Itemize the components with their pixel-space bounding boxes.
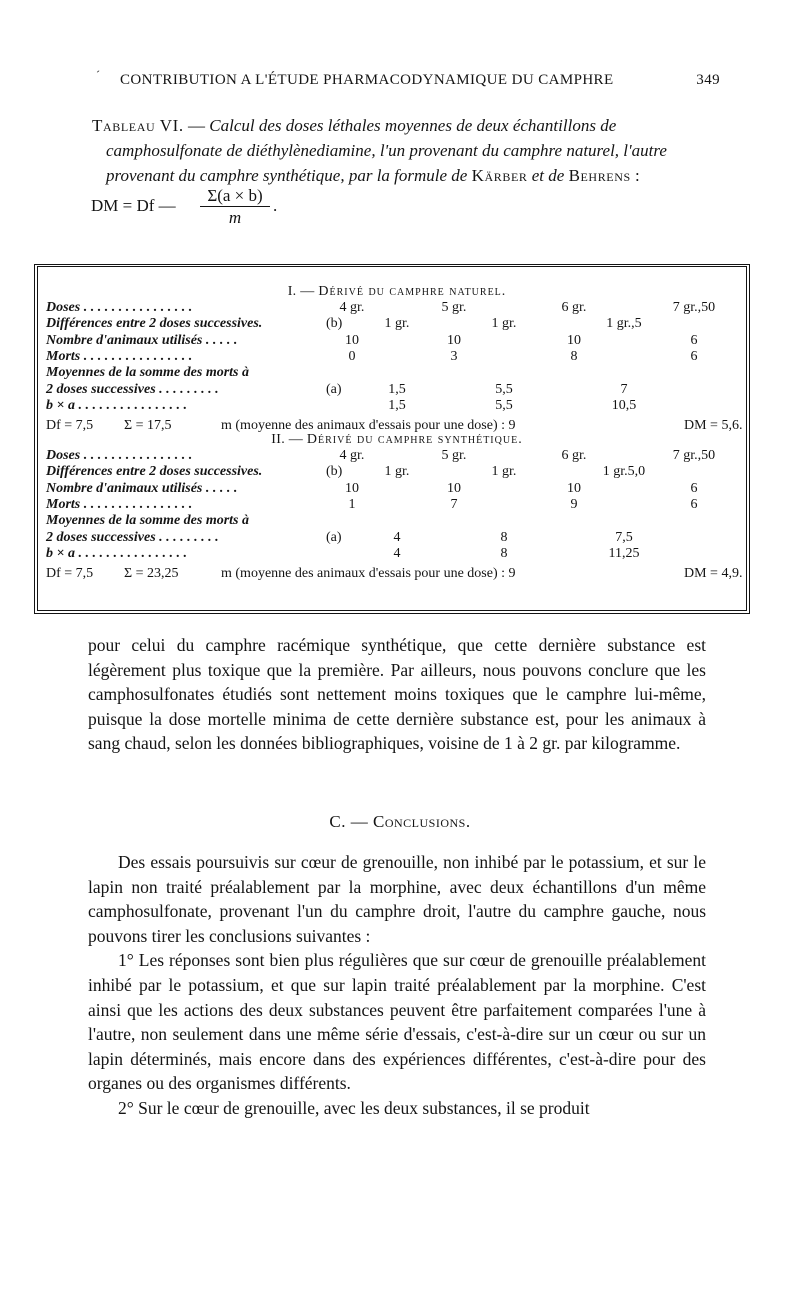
section-title-text: Dérivé du camphre synthétique. (306, 432, 523, 447)
row-label: 2 doses successives . . . . . . . . . (46, 529, 219, 545)
body-paragraph-continuation (88, 633, 706, 756)
print-mark: ´ (96, 68, 101, 82)
row-label: Différences entre 2 doses successives. (46, 464, 263, 480)
section-roman: II. — (271, 432, 304, 447)
table-caption (92, 113, 707, 188)
table-cell: 11,25 (608, 545, 640, 561)
table-row (44, 349, 750, 365)
row-label: Nombre d'animaux utilisés . . . . . (46, 480, 238, 496)
table-row (44, 464, 750, 480)
caption-author-2: Behrens (568, 166, 631, 185)
table-row (44, 448, 750, 464)
formula (91, 186, 311, 230)
table-row (44, 530, 750, 546)
table-cell: 1,5 (388, 381, 406, 397)
table-cell: 10 (567, 480, 581, 496)
table-cell: 7 gr.,50 (672, 448, 716, 463)
table-cell: 10 (345, 480, 359, 496)
section-heading-text: Conclusions. (372, 812, 471, 831)
formula-denominator: m (228, 208, 242, 227)
section-title (44, 284, 750, 300)
table-cell: 3 (450, 348, 458, 364)
row-label: Moyennes de la somme des morts à (46, 365, 249, 381)
formula-lhs: DM = Df — (91, 196, 176, 215)
row-label: Doses . . . . . . . . . . . . . . . . (46, 448, 193, 463)
formula-numerator: Σ(a × b) (200, 186, 270, 207)
section-roman: I. — (287, 284, 315, 299)
table-cell: 6 gr. (561, 300, 587, 315)
table-cell: 1 gr. (384, 316, 410, 332)
table-cell: 1 gr. (384, 464, 410, 480)
table-cell: 0 (348, 348, 356, 364)
summary-dm: DM = 5,6. (684, 418, 743, 434)
table-row (44, 546, 750, 562)
table-section-natural (44, 284, 750, 434)
table-cell: 8 (570, 348, 578, 364)
section-title (44, 432, 750, 448)
table-cell: 5,5 (495, 397, 513, 413)
table-row (44, 513, 750, 529)
row-symbol: (b) (326, 316, 343, 332)
row-symbol: (a) (326, 529, 342, 545)
table-cell: 7 (450, 496, 458, 512)
paragraph: 1° Les réponses sont bien plus régulières que sur cœur de grenouille préalablement inhibé par le potassium, et que sur lapin traité préalablement par la morphine. C'est ainsi que les actions des deux substances peuvent être parfaitement comparées l'une à l'autre, non seulement dans une même série d'essais, c'est-à-dire sur un cœur ou sur un lapin déterminés, mais encore dans des expériences différentes, c'est-à-dire pour des organes ou des organismes différents. (88, 950, 706, 1094)
caption-colon: : (630, 166, 640, 185)
table-cell: 1 gr.,5 (606, 316, 642, 332)
table-cell: 10,5 (611, 397, 637, 413)
table-cell: 6 (690, 348, 698, 364)
paragraph: pour celui du camphre racémique synthétique, que cette dernière substance est légèrement plus toxique que la première. Par ailleurs, nous pouvons conclure que les camphosulfonates étudiés sont nettement moins toxiques que le camphre lui-même, puisque la dose mortelle minima de cette dernière substance est, pour les animaux à sang chaud, selon les données bibliographiques, voisine de 1 à 2 gr. par kilogramme. (88, 635, 706, 754)
table-cell: 1,5 (388, 397, 406, 413)
table-cell: 8 (500, 545, 508, 561)
row-symbol: (a) (326, 381, 342, 397)
table-row (44, 398, 750, 414)
summary-m-note: m (moyenne des animaux d'essais pour une dose) : 9 (221, 566, 516, 582)
summary-dm: DM = 4,9. (684, 566, 743, 582)
row-label: Morts . . . . . . . . . . . . . . . . (46, 496, 193, 512)
row-label: Moyennes de la somme des morts à (46, 513, 249, 529)
table-cell: 5 gr. (441, 448, 467, 463)
table-section-synthetic (44, 432, 750, 602)
section-heading (0, 812, 800, 832)
table-cell: 6 (690, 332, 698, 348)
caption-dash: — (183, 116, 210, 135)
table-cell: 8 (500, 529, 508, 545)
row-symbol: (b) (326, 464, 343, 480)
caption-conj: et de (531, 166, 565, 185)
table-cell: 5,5 (495, 381, 513, 397)
table-cell: 4 gr. (339, 300, 365, 315)
table-cell: 7 gr.,50 (672, 300, 716, 315)
row-label: Différences entre 2 doses successives. (46, 316, 263, 332)
table-row (44, 382, 750, 398)
table-cell: 6 (690, 496, 698, 512)
summary-df: Df = 7,5 (46, 566, 94, 582)
row-label: b × a . . . . . . . . . . . . . . . . (46, 545, 187, 561)
paragraph: 2° Sur le cœur de grenouille, avec les deux substances, il se produit (118, 1097, 590, 1118)
formula-fraction (200, 186, 270, 229)
table-cell: 9 (570, 496, 578, 512)
table-cell: 10 (447, 480, 461, 496)
caption-text: Calcul des doses léthales moyennes de deux échantillons de camphosulfonate de diéthylènediamine, l'un provenant du camphre naturel, l'autre provenant du camphre synthétique, par la formule de (106, 116, 667, 185)
page-number: 349 (696, 72, 720, 88)
row-label: Doses . . . . . . . . . . . . . . . . (46, 300, 193, 315)
section-letter: C. — (329, 812, 369, 831)
table-row (44, 316, 750, 332)
table-row (44, 300, 750, 316)
row-label: Nombre d'animaux utilisés . . . . . (46, 332, 238, 348)
table-row (44, 365, 750, 381)
table-cell: 6 gr. (561, 448, 587, 463)
body-conclusions (88, 850, 706, 1121)
row-label: Morts . . . . . . . . . . . . . . . . (46, 348, 193, 364)
summary-sigma: Σ = 23,25 (124, 566, 179, 582)
summary-m-note: m (moyenne des animaux d'essais pour une dose) : 9 (221, 418, 516, 434)
table-cell: 5 gr. (441, 300, 467, 315)
table-row (44, 497, 750, 513)
formula-end: . (273, 196, 278, 215)
table-row (44, 481, 750, 497)
section-title-text: Dérivé du camphre naturel. (318, 284, 507, 299)
table-cell: 4 (393, 529, 401, 545)
table-cell: 1 gr. (491, 316, 517, 332)
table-cell: 7 (620, 381, 628, 397)
caption-label: Tableau VI. (92, 116, 184, 135)
table-cell: 10 (345, 332, 359, 348)
table-cell: 6 (690, 480, 698, 496)
table-cell: 7,5 (615, 529, 633, 545)
summary-sigma: Σ = 17,5 (124, 418, 172, 434)
table-cell: 1 (348, 496, 356, 512)
table-cell: 4 (393, 545, 401, 561)
table-cell: 1 gr. (491, 464, 517, 480)
row-label: b × a . . . . . . . . . . . . . . . . (46, 397, 187, 413)
table-cell: 10 (447, 332, 461, 348)
running-title: CONTRIBUTION A L'ÉTUDE PHARMACODYNAMIQUE DU CAMPHRE (120, 72, 614, 88)
table-cell: 10 (567, 332, 581, 348)
caption-author-1: Kärber (471, 166, 528, 185)
row-label: 2 doses successives . . . . . . . . . (46, 381, 219, 397)
table-row (44, 333, 750, 349)
paragraph: Des essais poursuivis sur cœur de grenouille, non inhibé par le potassium, et sur le lapin non traité préalablement par la morphine, avec deux échantillons d'un même camphosulfonate, provenant l'un du camphre droit, l'autre du camphre gauche, nous pouvons tirer les conclusions suivantes : (88, 852, 706, 946)
summary-df: Df = 7,5 (46, 418, 94, 434)
table-cell: 1 gr.5,0 (602, 464, 646, 480)
table-cell: 4 gr. (339, 448, 365, 463)
